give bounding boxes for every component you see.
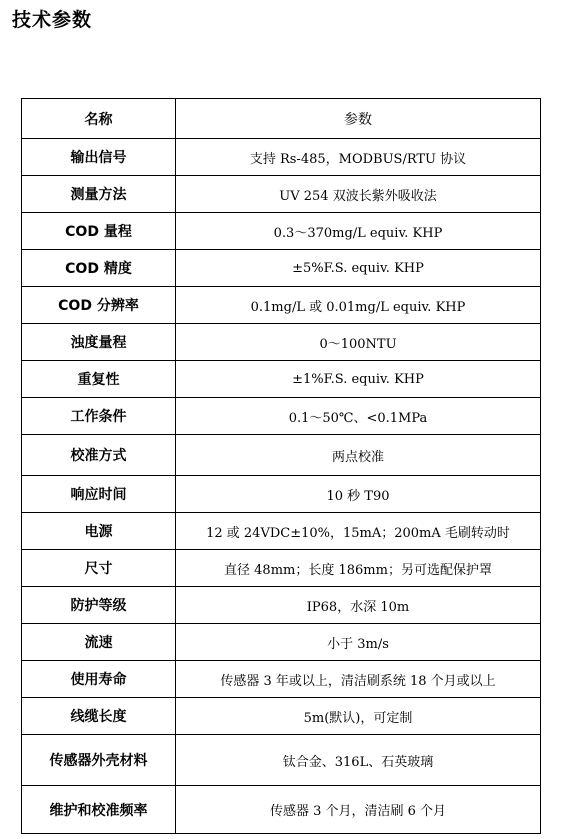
table-row — [22, 735, 541, 786]
row-value-cell: 10 秒 T90 — [176, 476, 541, 513]
row-name-cell: COD 量程 — [22, 213, 176, 250]
table-row — [22, 361, 541, 398]
row-name-cell: 流速 — [22, 624, 176, 661]
table-row — [22, 398, 541, 435]
table-row — [22, 550, 541, 587]
row-name-cell: 工作条件 — [22, 398, 176, 435]
row-value-cell: 0.3～370mg/L equiv. KHP — [176, 213, 541, 250]
table-row — [22, 213, 541, 250]
row-value-cell: IP68，水深 10m — [176, 587, 541, 624]
row-name-cell: 尺寸 — [22, 550, 176, 587]
row-name-cell: 输出信号 — [22, 139, 176, 176]
row-name-cell: COD 精度 — [22, 250, 176, 287]
row-name-cell: 使用寿命 — [22, 661, 176, 698]
table-row — [22, 324, 541, 361]
table-row — [22, 624, 541, 661]
table-row — [22, 786, 541, 834]
table-row — [22, 435, 541, 476]
header-name-cell: 名称 — [22, 99, 176, 139]
row-name-cell: 校准方式 — [22, 435, 176, 476]
row-value-cell: 直径 48mm；长度 186mm；另可选配保护罩 — [176, 550, 541, 587]
row-value-cell: 钛合金、316L、石英玻璃 — [176, 735, 541, 786]
row-value-cell: 支持 Rs-485，MODBUS/RTU 协议 — [176, 139, 541, 176]
row-value-cell: 传感器 3 年或以上，清洁刷系统 18 个月或以上 — [176, 661, 541, 698]
table-row — [22, 698, 541, 735]
row-value-cell: 0.1mg/L 或 0.01mg/L equiv. KHP — [176, 287, 541, 324]
row-value-cell: 小于 3m/s — [176, 624, 541, 661]
row-name-cell: 传感器外壳材料 — [22, 735, 176, 786]
row-name-cell: 维护和校准频率 — [22, 786, 176, 834]
row-name-cell: 浊度量程 — [22, 324, 176, 361]
row-value-cell: 两点校准 — [176, 435, 541, 476]
table-row — [22, 661, 541, 698]
table-row — [22, 587, 541, 624]
table-row — [22, 476, 541, 513]
row-name-cell: 电源 — [22, 513, 176, 550]
row-name-cell: 重复性 — [22, 361, 176, 398]
table-row — [22, 513, 541, 550]
table-row — [22, 250, 541, 287]
row-name-cell: COD 分辨率 — [22, 287, 176, 324]
row-name-cell: 测量方法 — [22, 176, 176, 213]
page-title: 技术参数 — [12, 9, 93, 31]
spec-table — [21, 98, 541, 834]
table-row — [22, 176, 541, 213]
header-value-cell: 参数 — [176, 99, 541, 139]
row-value-cell: 0～100NTU — [176, 324, 541, 361]
row-value-cell: 0.1～50℃、<0.1MPa — [176, 398, 541, 435]
row-value-cell: 传感器 3 个月，清洁刷 6 个月 — [176, 786, 541, 834]
row-value-cell: 5m(默认)，可定制 — [176, 698, 541, 735]
row-value-cell: ±5%F.S. equiv. KHP — [176, 250, 541, 287]
row-value-cell: 12 或 24VDC±10%，15mA；200mA 毛刷转动时 — [176, 513, 541, 550]
table-row — [22, 287, 541, 324]
row-name-cell: 防护等级 — [22, 587, 176, 624]
row-value-cell: ±1%F.S. equiv. KHP — [176, 361, 541, 398]
row-value-cell: UV 254 双波长紫外吸收法 — [176, 176, 541, 213]
table-row — [22, 139, 541, 176]
row-name-cell: 线缆长度 — [22, 698, 176, 735]
table-header-row — [22, 99, 541, 139]
row-name-cell: 响应时间 — [22, 476, 176, 513]
